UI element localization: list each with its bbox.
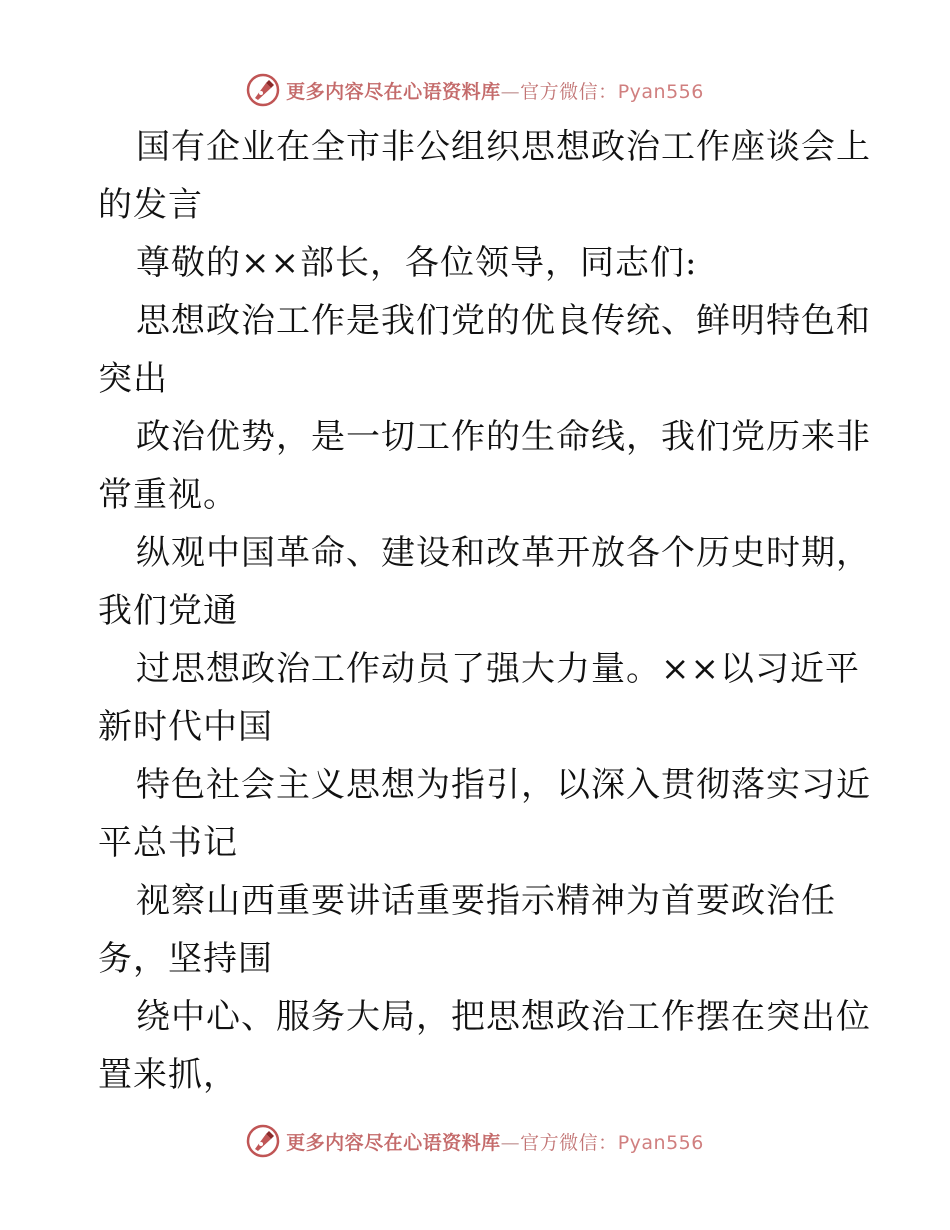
footer-watermark	[0, 1121, 950, 1161]
watermark-text	[286, 77, 704, 104]
paragraph-line: 思想政治工作是我们党的优良传统、鲜明特色和	[136, 301, 871, 341]
paragraph-line: 特色社会主义思想为指引，以深入贯彻落实习近	[136, 765, 871, 805]
doc-title-line-2: 的发言	[98, 185, 203, 225]
watermark-wechat-id: Pyan556	[617, 1131, 704, 1154]
paragraph-line: 置来抓，	[98, 1055, 238, 1095]
pen-nib-logo-icon	[246, 73, 280, 107]
watermark-text	[286, 1128, 704, 1155]
paragraph-line: 务，坚持围	[98, 939, 273, 979]
paragraph-line: 平总书记	[98, 823, 238, 863]
watermark-wechat-label: 官方微信：	[520, 80, 618, 103]
document-body	[98, 118, 871, 1104]
watermark-wechat-id: Pyan556	[617, 80, 704, 103]
watermark-separator: —	[500, 1131, 521, 1154]
paragraph-line: 视察山西重要讲话重要指示精神为首要政治任	[136, 881, 836, 921]
paragraph-line: 常重视。	[98, 475, 238, 515]
paragraph-line: 我们党通	[98, 591, 238, 631]
doc-title-line-1: 国有企业在全市非公组织思想政治工作座谈会上	[136, 127, 871, 167]
paragraph-line: 政治优势，是一切工作的生命线，我们党历来非	[136, 417, 871, 457]
paragraph-line: 新时代中国	[98, 707, 273, 747]
paragraph-line: 纵观中国革命、建设和改革开放各个历史时期，	[136, 533, 871, 573]
paragraph-line: 突出	[98, 359, 168, 399]
watermark-wechat-label: 官方微信：	[520, 1131, 618, 1154]
watermark-site: 更多内容尽在心语资料库	[286, 1131, 501, 1154]
pen-nib-logo-icon	[246, 1124, 280, 1158]
salutation: 尊敬的××部长，各位领导，同志们:	[136, 243, 698, 283]
header-watermark	[0, 70, 950, 110]
watermark-separator: —	[500, 80, 521, 103]
watermark-site: 更多内容尽在心语资料库	[286, 80, 501, 103]
paragraph-line: 过思想政治工作动员了强大力量。××以习近平	[136, 649, 860, 689]
paragraph-line: 绕中心、服务大局，把思想政治工作摆在突出位	[136, 997, 871, 1037]
